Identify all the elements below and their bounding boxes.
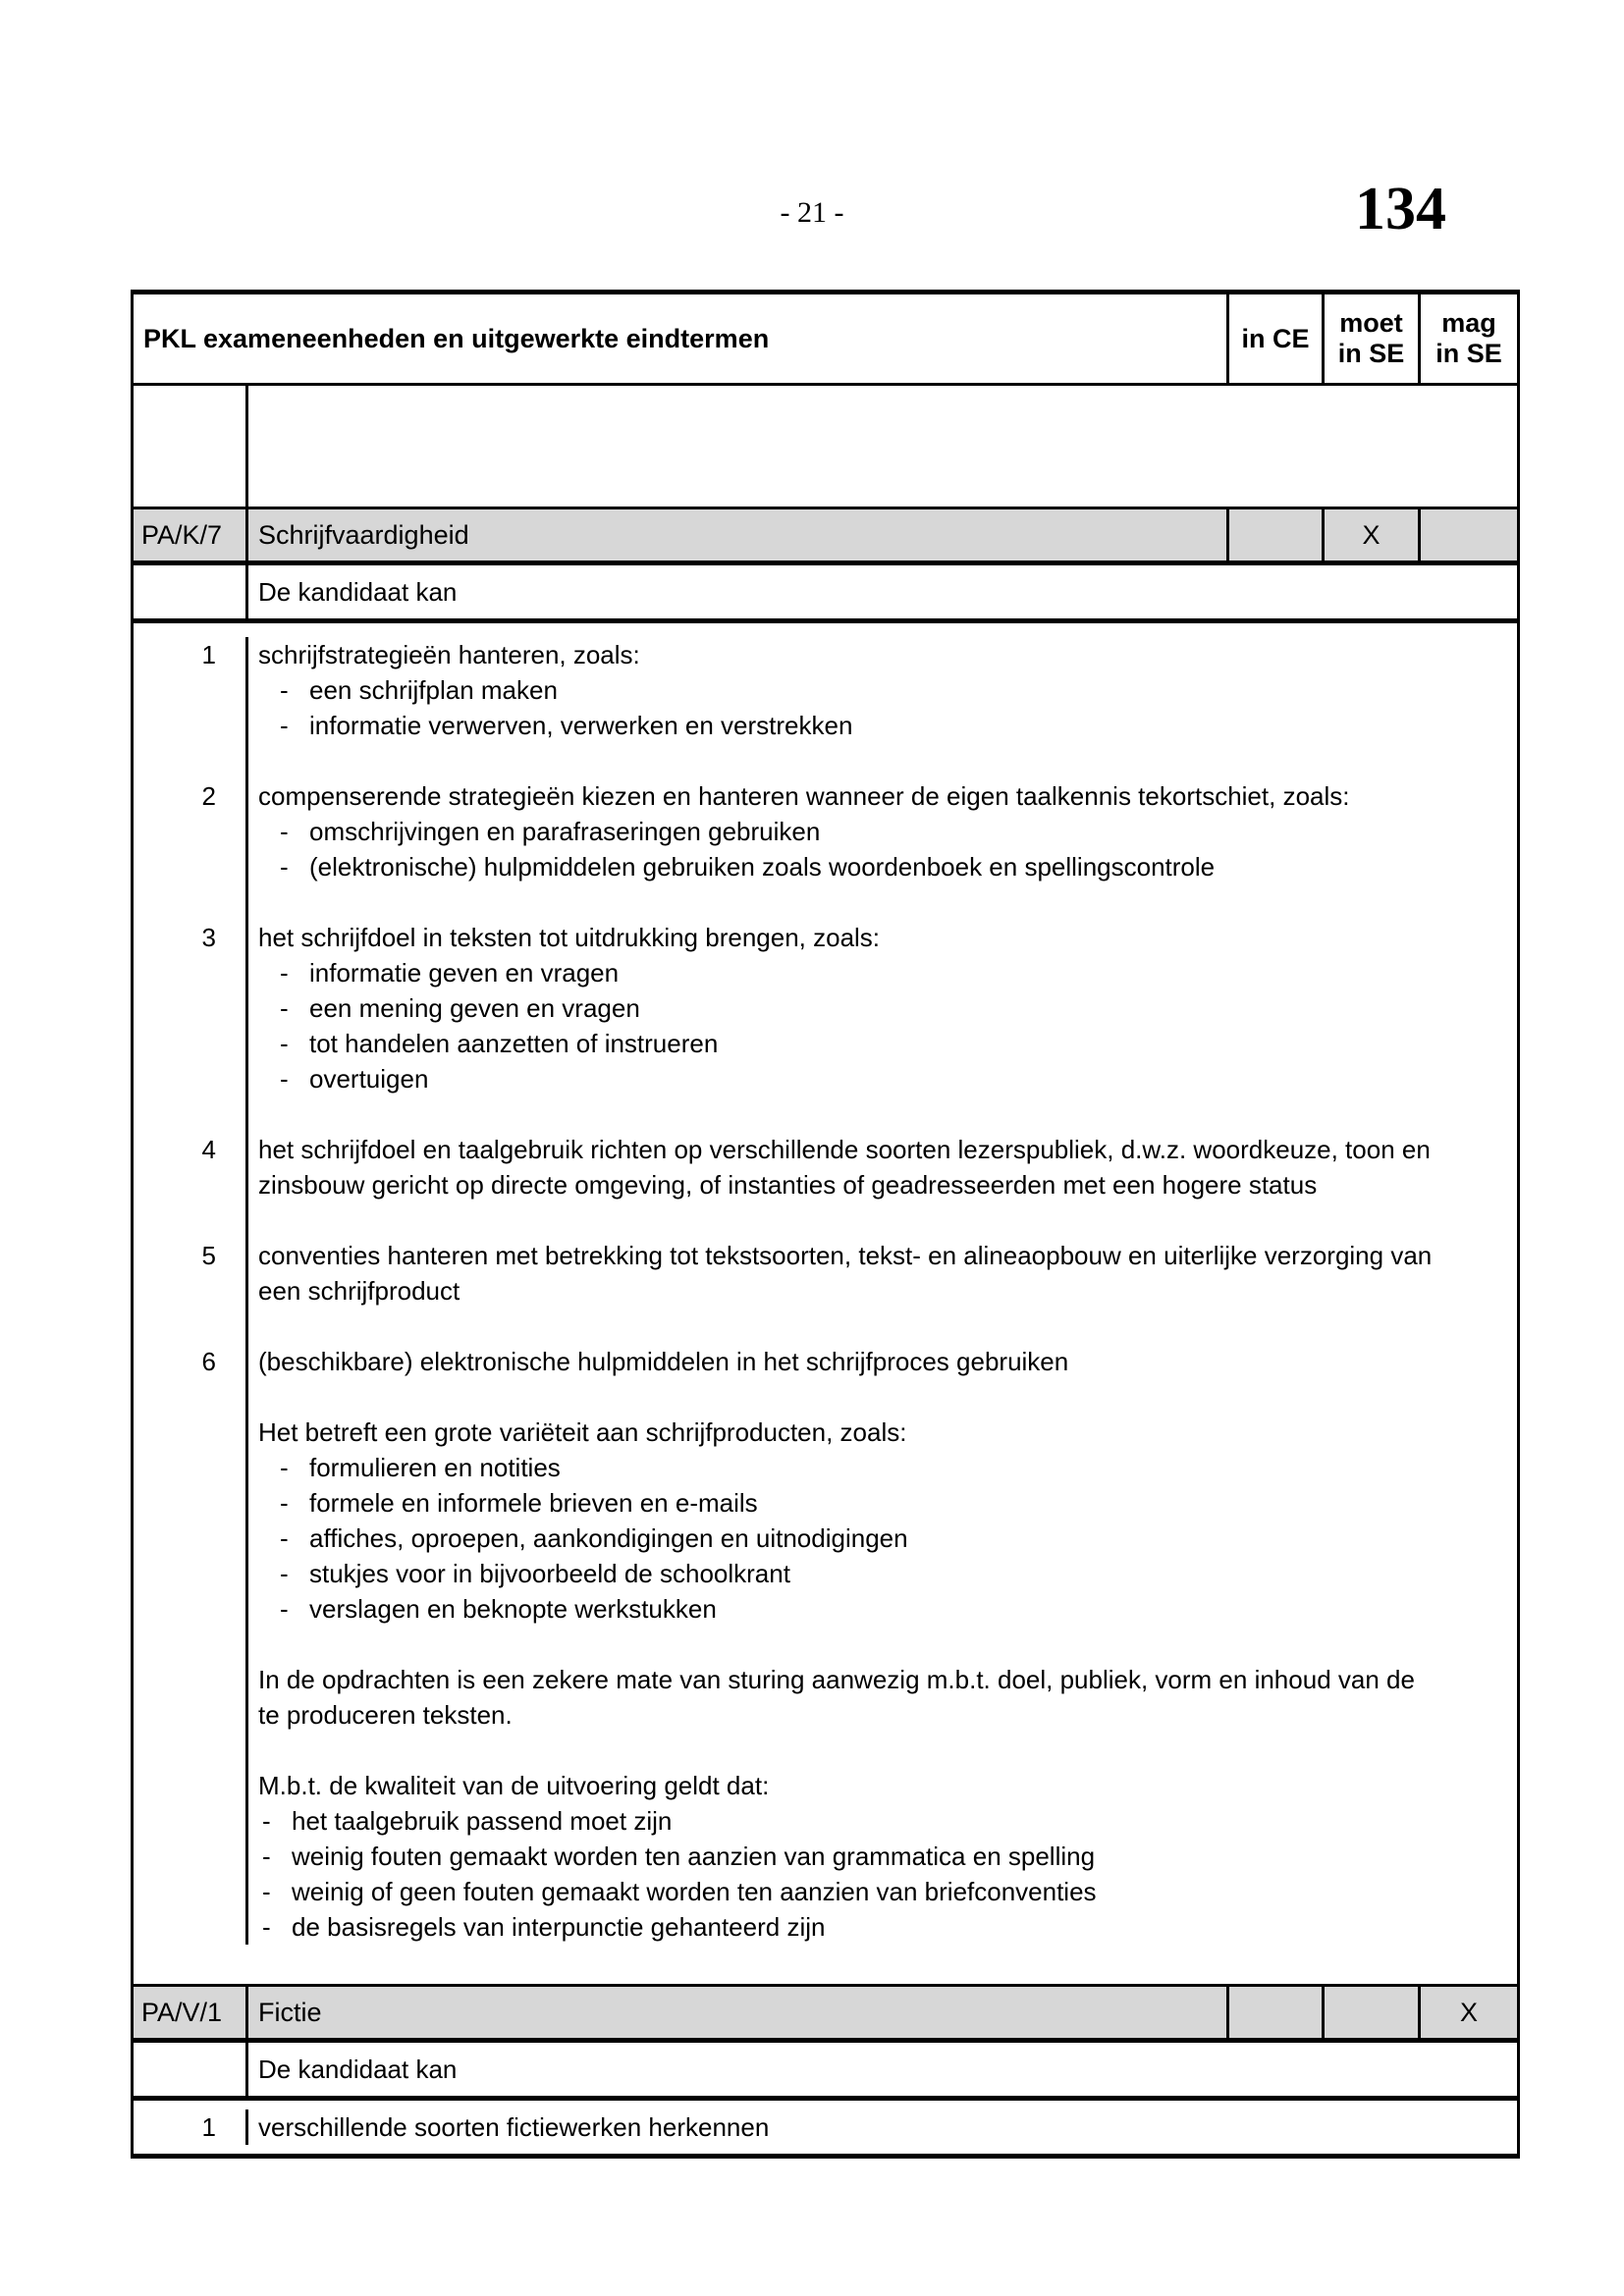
text-line: het schrijfdoel en taalgebruik richten op verschillende soorten lezerspubliek, d.w.z. woordkeuze, toon en	[258, 1135, 1431, 1164]
item-number-cell: 6	[134, 1344, 248, 1379]
blank-line	[248, 1733, 1517, 1768]
item-number-cell	[134, 1061, 248, 1096]
content-line-row	[134, 1415, 1517, 1450]
item-number-cell: 3	[134, 920, 248, 955]
section-moet-in-se-mark	[1325, 1987, 1421, 2038]
content-line-row	[134, 2109, 1517, 2145]
content-line-row	[134, 1485, 1517, 1521]
item-number-cell	[134, 1768, 248, 1803]
bullet-text: verslagen en beknopte werkstukken	[309, 1594, 717, 1624]
item-number-cell	[134, 1026, 248, 1061]
blank-line	[248, 1202, 1517, 1238]
section-title: Fictie	[248, 1987, 1229, 2038]
item-number-cell: 1	[134, 2109, 248, 2145]
spacer-line-row	[134, 743, 1517, 778]
item-number-cell	[134, 1733, 248, 1768]
text-line: In de opdrachten is een zekere mate van sturing aanwezig m.b.t. doel, publiek, vorm en inhoud van de	[258, 1665, 1415, 1694]
section-row-pa-k-7	[134, 509, 1517, 565]
dash-bullet-icon: -	[280, 852, 289, 881]
bullet-text: de basisregels van interpunctie gehanteerd zijn	[292, 1912, 826, 1942]
spacer-line-row	[134, 884, 1517, 920]
bullet-text: overtuigen	[309, 1064, 429, 1094]
bullet-line	[248, 672, 1517, 708]
intro-code-cell	[134, 565, 248, 618]
header-col-in-ce: in CE	[1229, 294, 1325, 383]
bullet-text: stukjes voor in bijvoorbeeld de schoolkrant	[309, 1559, 790, 1588]
bullet-text: (elektronische) hulpmiddelen gebruiken zoals woordenboek en spellingscontrole	[309, 852, 1216, 881]
content-line-row	[134, 778, 1517, 814]
bullet-text: formele en informele brieven en e-mails	[309, 1488, 758, 1518]
intro-row	[134, 2043, 1517, 2101]
intro-row	[134, 565, 1517, 623]
item-number-cell	[134, 1909, 248, 1945]
content-line-row	[134, 1591, 1517, 1627]
item-number-cell	[134, 1839, 248, 1874]
table-header-row	[134, 294, 1517, 386]
text-line: M.b.t. de kwaliteit van de uitvoering geldt dat:	[258, 1771, 770, 1800]
blank-line	[248, 1308, 1517, 1344]
dash-bullet-icon: -	[280, 1523, 289, 1553]
text-line: het schrijfdoel in teksten tot uitdrukking brengen, zoals:	[258, 923, 881, 952]
content-line-row	[134, 990, 1517, 1026]
text-line: een schrijfproduct	[258, 1276, 460, 1306]
section-mag-in-se-mark: X	[1459, 1997, 1478, 2027]
text-line: conventies hanteren met betrekking tot tekstsoorten, tekst- en alineaopbouw en uiterlijke verzorging van	[258, 1241, 1433, 1270]
item-number-cell	[134, 990, 248, 1026]
bullet-text: het taalgebruik passend moet zijn	[292, 1806, 673, 1836]
content-line-row	[134, 1909, 1517, 1945]
item-number-cell	[134, 1096, 248, 1132]
bullet-line	[248, 955, 1517, 990]
item-number-cell: 4	[134, 1132, 248, 1167]
item-number-cell	[134, 1627, 248, 1662]
content-line-row	[134, 672, 1517, 708]
content-line-row	[134, 1167, 1517, 1202]
bullet-text: formulieren en notities	[309, 1453, 561, 1482]
page-number: - 21 -	[780, 196, 844, 229]
dash-bullet-icon: -	[280, 711, 289, 740]
content-line-row	[134, 1556, 1517, 1591]
bullet-line	[248, 1521, 1517, 1556]
bullet-line	[248, 1839, 1517, 1874]
spacer-line-row	[134, 1627, 1517, 1662]
bullet-text: een mening geven en vragen	[309, 993, 640, 1023]
content-line-row	[134, 1450, 1517, 1485]
item-number-cell: 1	[134, 637, 248, 672]
content-line-row	[134, 637, 1517, 672]
section-in-ce-mark	[1229, 509, 1325, 561]
blank-line	[248, 1096, 1517, 1132]
item-number-cell	[134, 1485, 248, 1521]
bullet-line	[248, 1874, 1517, 1909]
intro-text: De kandidaat kan	[258, 2054, 458, 2084]
item-number-cell	[134, 1521, 248, 1556]
spacer-line-row	[134, 1379, 1517, 1415]
content-line-row	[134, 708, 1517, 743]
content-line-row	[134, 849, 1517, 884]
bullet-text: weinig of geen fouten gemaakt worden ten aanzien van briefconventies	[292, 1877, 1097, 1906]
dash-bullet-icon: -	[280, 817, 289, 846]
content-line-row	[134, 1026, 1517, 1061]
item-number-cell	[134, 1273, 248, 1308]
text-line: (beschikbare) elektronische hulpmiddelen in het schrijfproces gebruiken	[258, 1347, 1069, 1376]
spacer-line-row	[134, 1308, 1517, 1344]
folio-number: 134	[1355, 176, 1446, 242]
item-number-cell	[134, 1697, 248, 1733]
dash-bullet-icon: -	[280, 1594, 289, 1624]
text-line: schrijfstrategieën hanteren, zoals:	[258, 640, 640, 669]
blank-line	[248, 1379, 1517, 1415]
item-number-cell	[134, 1167, 248, 1202]
item-number-cell	[134, 1662, 248, 1697]
bullet-line	[248, 708, 1517, 743]
content-line-row	[134, 1768, 1517, 1803]
item-number-cell	[134, 708, 248, 743]
item-number-cell	[134, 1803, 248, 1839]
content-line-row	[134, 1344, 1517, 1379]
blank-line	[248, 1627, 1517, 1662]
dash-bullet-icon: -	[262, 1842, 271, 1871]
content-line-row	[134, 920, 1517, 955]
text-line: zinsbouw gericht op directe omgeving, of instanties of geadresseerden met een hogere status	[258, 1170, 1318, 1200]
section-mag-in-se-mark	[1421, 509, 1517, 561]
content-line-row	[134, 1662, 1517, 1697]
item-number-cell	[134, 1556, 248, 1591]
item-number-cell: 2	[134, 778, 248, 814]
content-line-row	[134, 1273, 1517, 1308]
item-number-cell	[134, 1591, 248, 1627]
intro-text: De kandidaat kan	[258, 576, 458, 607]
content-line-row	[134, 1132, 1517, 1167]
dash-bullet-icon: -	[262, 1877, 271, 1906]
spacer-line-row	[134, 1096, 1517, 1132]
bullet-text: informatie verwerven, verwerken en verstrekken	[309, 711, 853, 740]
header-col-moet-in-se	[1325, 294, 1421, 383]
content-line-row	[134, 1238, 1517, 1273]
dash-bullet-icon: -	[280, 1559, 289, 1588]
item-number-cell	[134, 1415, 248, 1450]
content-line-row	[134, 814, 1517, 849]
content-line-row	[134, 1697, 1517, 1733]
spacer-line-row	[134, 1202, 1517, 1238]
item-number-cell	[134, 672, 248, 708]
section-in-ce-mark	[1229, 1987, 1325, 2038]
text-line: Het betreft een grote variëteit aan schrijfproducten, zoals:	[258, 1417, 907, 1447]
item-number-cell	[134, 814, 248, 849]
section-title: Schrijfvaardigheid	[248, 509, 1229, 561]
dash-bullet-icon: -	[262, 1806, 271, 1836]
exam-table	[131, 290, 1520, 2159]
blank-line	[248, 884, 1517, 920]
item-number-cell	[134, 849, 248, 884]
bullet-line	[248, 814, 1517, 849]
dash-bullet-icon: -	[280, 1029, 289, 1058]
dash-bullet-icon: -	[280, 958, 289, 988]
dash-bullet-icon: -	[280, 1488, 289, 1518]
header-col-mag-line2: in SE	[1435, 339, 1502, 368]
bullet-text: een schrijfplan maken	[309, 675, 558, 705]
item-number-cell	[134, 1450, 248, 1485]
section-moet-in-se-mark: X	[1325, 509, 1421, 561]
dash-bullet-icon: -	[280, 675, 289, 705]
header-title-cell: PKL exameneenheden en uitgewerkte eindtermen	[134, 294, 1229, 383]
dash-bullet-icon: -	[280, 1064, 289, 1094]
dash-bullet-icon: -	[280, 1453, 289, 1482]
intro-code-cell	[134, 2043, 248, 2096]
bullet-text: weinig fouten gemaakt worden ten aanzien van grammatica en spelling	[292, 1842, 1096, 1871]
items-block	[134, 623, 1517, 1987]
section-code: PA/V/1	[134, 1987, 248, 2038]
content-line-row	[134, 1061, 1517, 1096]
empty-row	[134, 386, 1517, 509]
bullet-line	[248, 1061, 1517, 1096]
item-number-cell	[134, 1202, 248, 1238]
section-code: PA/K/7	[134, 509, 248, 561]
bullet-line	[248, 849, 1517, 884]
text-line: verschillende soorten fictiewerken herkennen	[258, 2112, 770, 2142]
item-number-cell	[134, 955, 248, 990]
dash-bullet-icon: -	[280, 993, 289, 1023]
bullet-line	[248, 990, 1517, 1026]
bullet-text: tot handelen aanzetten of instrueren	[309, 1029, 719, 1058]
section-row-pa-v-1	[134, 1987, 1517, 2043]
items-block	[134, 2101, 1517, 2154]
empty-code-cell	[134, 386, 248, 507]
content-line-row	[134, 1521, 1517, 1556]
header-col-moet-line1: moet	[1339, 308, 1403, 338]
bullet-line	[248, 1556, 1517, 1591]
text-line: te produceren teksten.	[258, 1700, 513, 1730]
item-number-cell: 5	[134, 1238, 248, 1273]
bullet-line	[248, 1803, 1517, 1839]
header-col-mag-in-se	[1421, 294, 1517, 383]
item-number-cell	[134, 743, 248, 778]
spacer-line-row	[134, 1733, 1517, 1768]
blank-line	[248, 743, 1517, 778]
bullet-line	[248, 1909, 1517, 1945]
bullet-text: informatie geven en vragen	[309, 958, 620, 988]
content-line-row	[134, 1839, 1517, 1874]
content-line-row	[134, 955, 1517, 990]
content-line-row	[134, 1803, 1517, 1839]
item-number-cell	[134, 1308, 248, 1344]
item-number-cell	[134, 1874, 248, 1909]
bullet-text: omschrijvingen en parafraseringen gebruiken	[309, 817, 821, 846]
empty-main-cell	[248, 386, 1517, 507]
bullet-line	[248, 1450, 1517, 1485]
bullet-line	[248, 1485, 1517, 1521]
bullet-line	[248, 1026, 1517, 1061]
content-line-row	[134, 1874, 1517, 1909]
item-number-cell	[134, 884, 248, 920]
header-col-mag-line1: mag	[1441, 308, 1496, 338]
item-number-cell	[134, 1379, 248, 1415]
dash-bullet-icon: -	[262, 1912, 271, 1942]
bullet-line	[248, 1591, 1517, 1627]
header-col-moet-line2: in SE	[1337, 339, 1405, 368]
text-line: compenserende strategieën kiezen en hanteren wanneer de eigen taalkennis tekortschiet, zoals:	[258, 781, 1350, 811]
bullet-text: affiches, oproepen, aankondigingen en uitnodigingen	[309, 1523, 908, 1553]
